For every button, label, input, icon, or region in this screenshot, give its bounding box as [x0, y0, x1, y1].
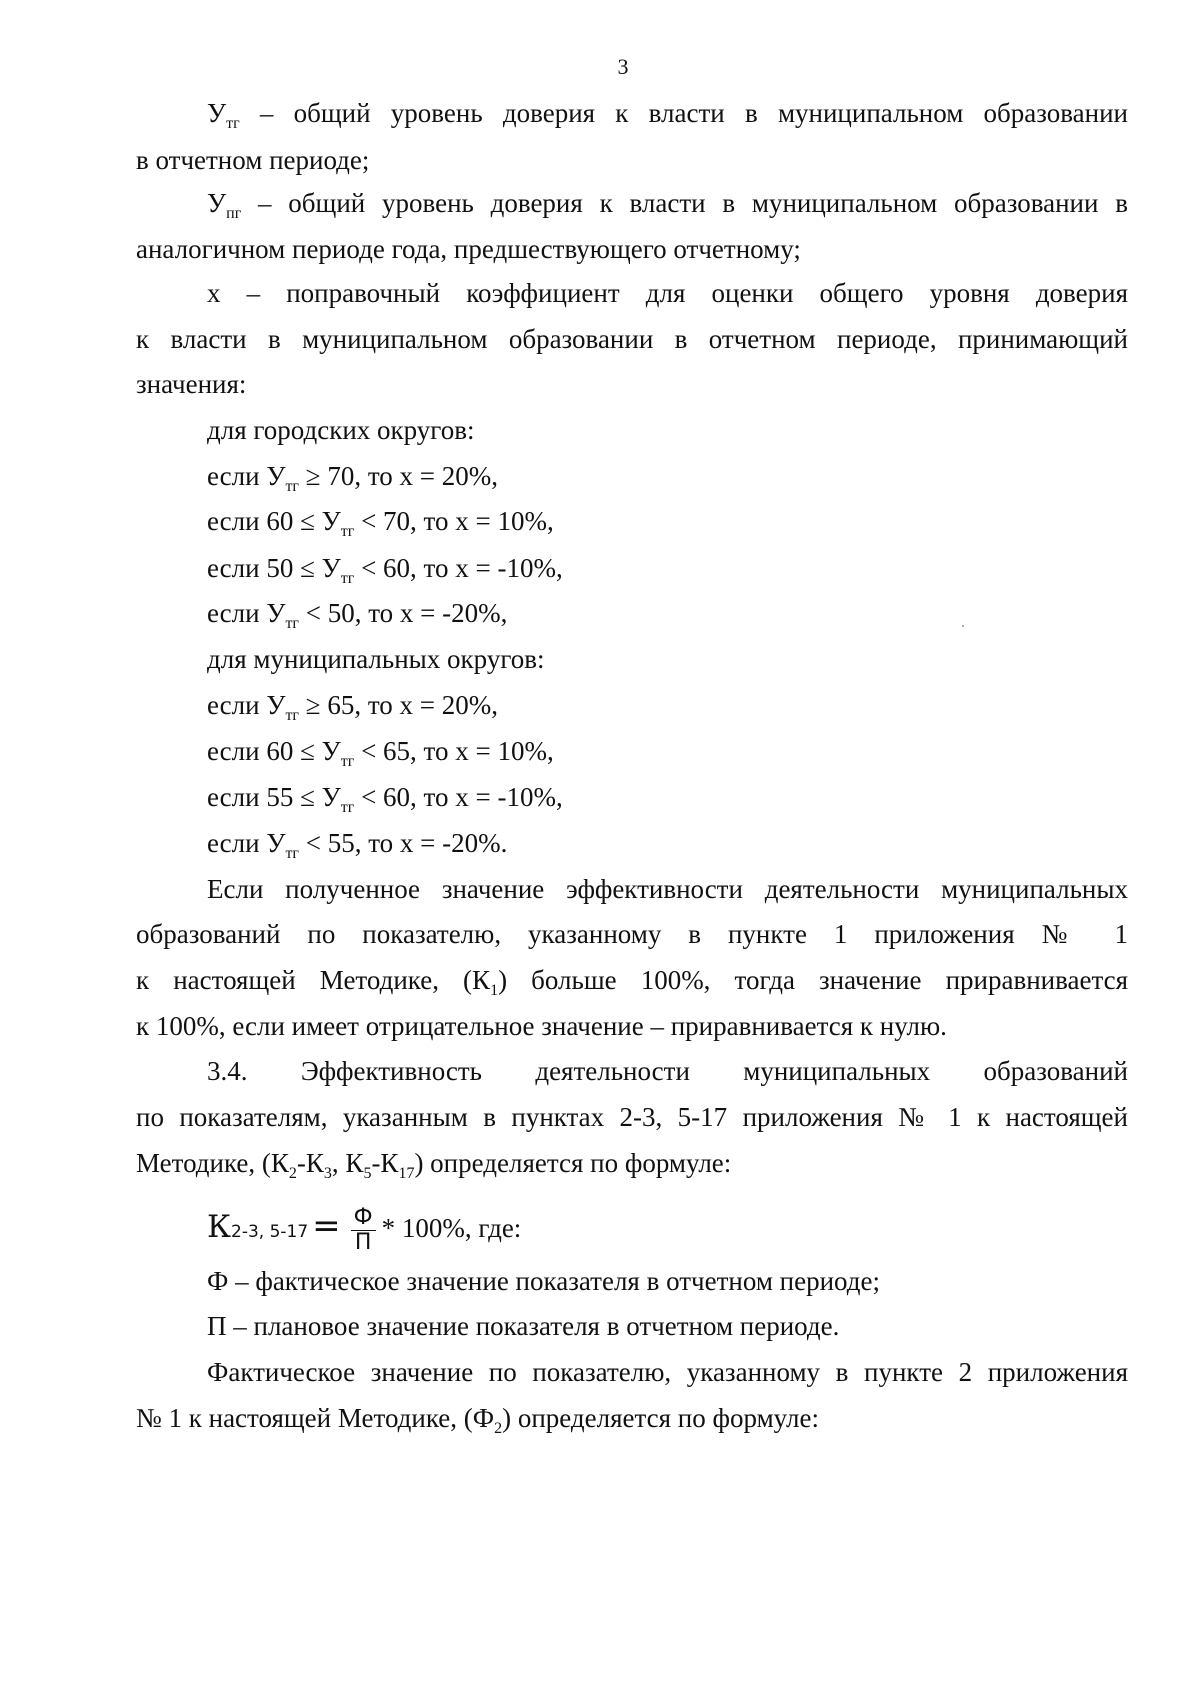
k1-paragraph-line-4: к 100%, если имеет отрицательное значение – приравнивается к нулю.	[136, 1011, 947, 1041]
urban-condition-4: если $У_{тг} < 50$, то х = -20%,	[207, 598, 508, 632]
utg-definition-line-1: $У_{тг}$ – общий уровень доверия к власти в муниципальном образовании	[207, 98, 1128, 132]
k1-paragraph-line-2: образований по показателю, указанному в пункте 1 приложения № 1	[136, 919, 1128, 949]
section-3-4-line-2: по показателям, указанным в пунктах 2-3, 5-17 приложения № 1 к настоящей	[136, 1102, 1128, 1132]
upg-definition-line-1: $У_{пг}$ – общий уровень доверия к власти в муниципальном образовании в	[207, 188, 1128, 222]
section-3-4-line-3: Методике, ($К_2-К_3$, $К_5-К_{17}$) определяется по формуле:	[136, 1148, 732, 1182]
x-definition-line-3: значения:	[136, 369, 247, 399]
page-number: 3	[617, 54, 629, 79]
scan-speck	[962, 625, 964, 627]
urban-condition-1: если $У_{тг} \ge 70$, то х = 20%,	[207, 461, 498, 495]
p-definition: П – плановое значение показателя в отчетном периоде.	[207, 1311, 840, 1341]
f-definition: Ф – фактическое значение показателя в отчетном периоде;	[207, 1266, 880, 1296]
municipal-condition-2: если $60 \le У_{тг} < 65$, то х = 10%,	[207, 736, 554, 770]
urban-condition-3: если $50 \le У_{тг} < 60$, то х = -10%,	[207, 553, 563, 587]
f2-paragraph-line-1: Фактическое значение по показателю, указанному в пункте 2 приложения	[207, 1357, 1128, 1387]
municipal-condition-1: если $У_{тг} \ge 65$, то х = 20%,	[207, 690, 498, 724]
k1-paragraph-line-3: к настоящей Методике, $(К_1)$ больше 100%, тогда значение приравнивается	[136, 965, 1128, 999]
x-definition-line-2: к власти в муниципальном образовании в отчетном периоде, принимающий	[136, 324, 1128, 354]
utg-definition-line-2: в отчетном периоде;	[136, 145, 370, 175]
municipal-condition-3: если $55 \le У_{тг} < 60$, то х = -10%,	[207, 782, 563, 816]
x-definition-line-1: х – поправочный коэффициент для оценки общего уровня доверия	[207, 278, 1128, 308]
k1-paragraph-line-1: Если полученное значение эффективности деятельности муниципальных	[207, 874, 1128, 904]
urban-districts-heading: для городских округов:	[207, 415, 475, 445]
section-3-4-line-1: 3.4. Эффективность деятельности муниципальных образований	[207, 1056, 1128, 1086]
urban-condition-2: если $60 \le У_{тг} < 70$, то х = 10%,	[207, 506, 554, 540]
municipal-condition-4: если $У_{тг} < 55$, то х = -20%.	[207, 828, 508, 862]
upg-definition-line-2: аналогичном периоде года, предшествующего отчетному;	[136, 234, 801, 264]
f2-paragraph-line-2: № 1 к настоящей Методике, $(Ф_2)$ определяется по формуле:	[136, 1403, 819, 1437]
municipal-districts-heading: для муниципальных округов:	[207, 644, 545, 674]
k-formula: К2-3, 5-17 = $\frac{Ф}{П}$ * 100%, где:	[207, 1205, 522, 1256]
